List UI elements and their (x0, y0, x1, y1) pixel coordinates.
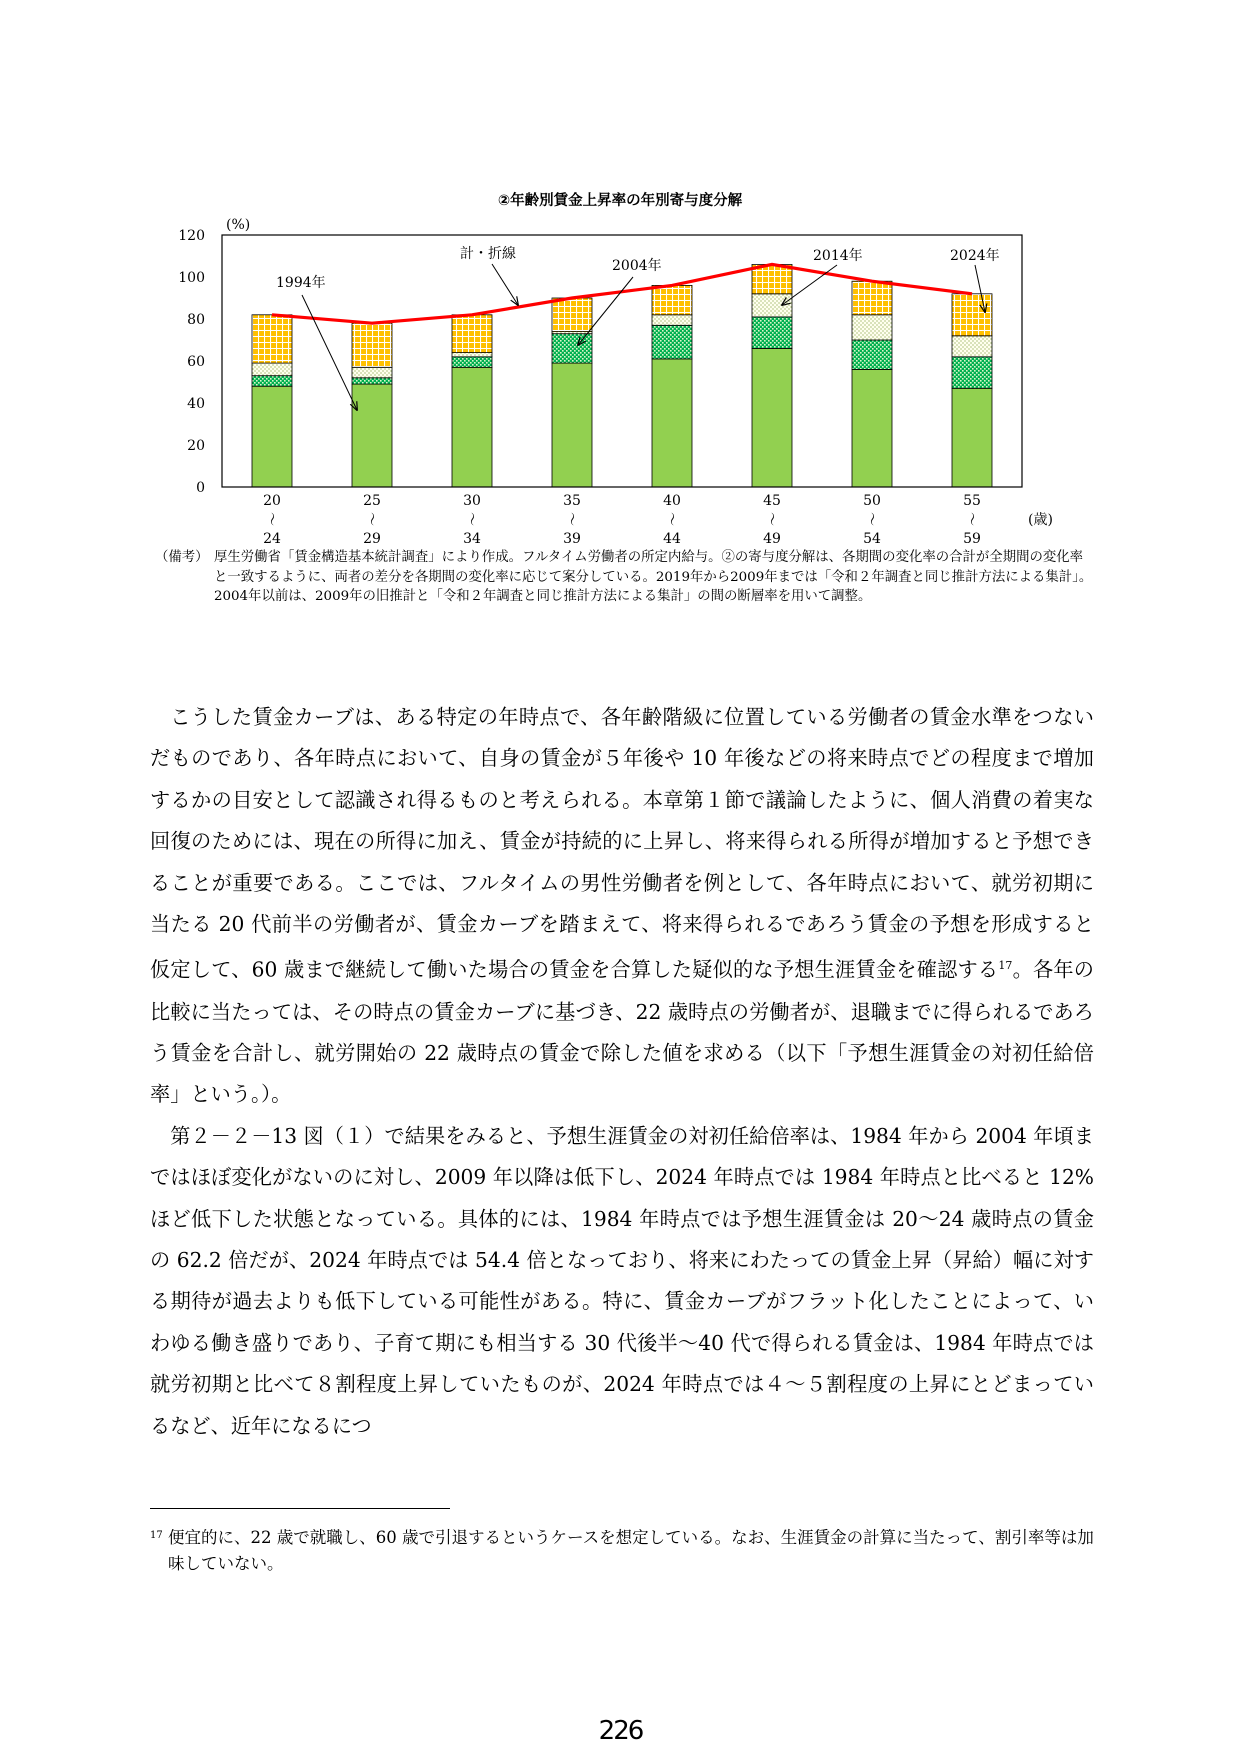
paragraph-2: 第２－２－13 図（１）で結果をみると、予想生涯賃金の対初任給倍率は、1984 年から 2004 年頃まではほぼ変化がないのに対し、2009 年以降は低下し、2024 年時点では 1984 年時点と比べると 12%ほど低下した状態となっている。具体的には、1984 年時点では予想生涯賃金は 20〜24 歳時点の賃金の 62.2 倍だが、2024 年時点では 54.4 倍となっており、将来にわたっての賃金上昇（昇給）幅に対する期待が過去よりも低下している可能性がある。特に、賃金カーブがフラット化したことによって、いわゆる働き盛りであり、子育て期にも相当する 30 代後半〜40 代で得られる賃金は、1984 年時点では就労初期と比べて８割程度上昇していたものが、2024 年時点では４～５割程度の上昇にとどまっているなど、近年になるにつ (150, 1123, 1094, 1438)
bar-segment-1994-20 (252, 386, 292, 487)
footnote-number: 17 (150, 1530, 163, 1541)
bar-segment-1994-25 (352, 384, 392, 487)
x-label-from-40: 40 (663, 493, 681, 509)
bar-segment-2004-20 (252, 376, 292, 387)
wage-contribution-chart (0, 0, 1241, 545)
x-label-from-30: 30 (463, 493, 481, 509)
annotation-2024: 2024年 (950, 248, 1000, 264)
x-label-wave-25: 〜 (363, 512, 379, 526)
x-label-from-35: 35 (563, 493, 581, 509)
x-label-to-40: 44 (663, 531, 681, 545)
y-unit-label: (%) (226, 217, 251, 233)
y-tick-60: 60 (187, 354, 205, 370)
page-number: 226 (598, 1716, 643, 1746)
bar-segment-2004-35 (552, 334, 592, 363)
footnote-text: 便宜的に、22 歳で就職し、60 歳で引退するというケースを想定している。なお、生涯賃金の計算に当たって、割引率等は加味していない。 (168, 1528, 1094, 1573)
bar-segment-2004-25 (352, 378, 392, 384)
y-tick-0: 0 (196, 480, 205, 496)
y-tick-80: 80 (187, 312, 205, 328)
bar-segment-2024-20 (252, 315, 292, 363)
y-tick-100: 100 (178, 270, 205, 286)
bar-segment-2024-35 (552, 298, 592, 332)
x-label-from-20: 20 (263, 493, 281, 509)
x-label-to-20: 24 (263, 531, 281, 545)
x-label-to-35: 39 (563, 531, 581, 545)
bar-segment-1994-40 (652, 359, 692, 487)
x-unit-label: (歳) (1028, 512, 1053, 528)
bar-segment-2014-45 (752, 294, 792, 317)
x-label-to-55: 59 (963, 531, 981, 545)
bar-segment-1994-30 (452, 367, 492, 487)
paragraph-1-a: こうした賃金カーブは、ある特定の年時点で、各年齢階級に位置している労働者の賃金水準をつないだものであり、各年時点において、自身の賃金が５年後や 10 年後などの将来時点でどの程度まで増加するかの目安として認識され得るものと考えられる。本章第１節で議論したように、個人消費の着実な回復のためには、現在の所得に加え、賃金が持続的に上昇し、将来得られる所得が増加すると予想できることが重要である。ここでは、フルタイムの男性労働者を例として、各年時点において、就労初期に当たる 20 代前半の労働者が、賃金カーブを踏まえて、将来得られるであろう賃金の予想を形成すると仮定して、60 歳まで継続して働いた場合の賃金を合算した疑似的な予想生涯賃金を確認する (150, 705, 1094, 983)
x-axis-labels (263, 493, 981, 545)
bar-segment-1994-55 (952, 388, 992, 487)
annotation-2014: 2014年 (813, 248, 863, 264)
x-label-wave-20: 〜 (263, 512, 279, 526)
bar-segment-2014-25 (352, 367, 392, 378)
x-label-wave-30: 〜 (463, 512, 479, 526)
annotation-2004: 2004年 (612, 258, 662, 274)
paragraph-1 (150, 697, 1094, 1116)
x-label-from-50: 50 (863, 493, 881, 509)
y-tick-40: 40 (187, 396, 205, 412)
bar-segment-2024-25 (352, 323, 392, 367)
bar-segment-2004-45 (752, 317, 792, 349)
x-label-to-50: 54 (863, 531, 881, 545)
y-tick-120: 120 (178, 228, 205, 244)
x-label-wave-50: 〜 (863, 512, 879, 526)
footnote-ref: 17 (998, 959, 1013, 973)
x-label-from-45: 45 (763, 493, 781, 509)
x-label-wave-35: 〜 (563, 512, 579, 526)
x-label-wave-55: 〜 (963, 512, 979, 526)
body-text (150, 697, 1094, 1447)
y-axis-ticks (178, 228, 205, 496)
bar-segment-2014-55 (952, 336, 992, 357)
chart-title: ②年齢別賃金上昇率の年別寄与度分解 (497, 193, 743, 209)
chart-notes (155, 548, 1095, 607)
bar-segment-2024-55 (952, 294, 992, 336)
bar-segment-2014-30 (452, 353, 492, 357)
bar-segment-2004-55 (952, 357, 992, 389)
paragraph-1-b: 。各年の比較に当たっては、その時点の賃金カーブに基づき、22 歳時点の労働者が、退職までに得られるであろう賃金を合計し、就労開始の 22 歳時点の賃金で除した値を求める（以下「予想生涯賃金の対初任給倍率」という。）。 (150, 958, 1094, 1107)
annotation-1994: 1994年 (276, 275, 326, 291)
bar-segment-2004-30 (452, 357, 492, 368)
x-label-from-25: 25 (363, 493, 381, 509)
x-label-from-55: 55 (963, 493, 981, 509)
x-label-to-25: 29 (363, 531, 381, 545)
bar-segment-2014-40 (652, 315, 692, 326)
bar-stacks (252, 264, 992, 487)
bar-segment-2004-50 (852, 340, 892, 369)
arrow-line-label (492, 264, 518, 305)
annotation-line-label: 計・折線 (460, 246, 516, 262)
bar-segment-1994-45 (752, 348, 792, 487)
bar-segment-1994-50 (852, 369, 892, 487)
notes-label: （備考） (155, 550, 209, 565)
bar-segment-2024-40 (652, 285, 692, 314)
bar-segment-2024-50 (852, 281, 892, 315)
bar-segment-2014-50 (852, 315, 892, 340)
bar-segment-2024-30 (452, 315, 492, 353)
notes-text: 厚生労働省「賃金構造基本統計調査」により作成。フルタイム労働者の所定内給与。②の寄与度分解は、各期間の変化率の合計が全期間の変化率と一致するように、両者の差分を各期間の変化率に応じて案分している。2019年から2009年までは「令和２年調査と同じ推計方法による集計」。2004年以前は、2009年の旧推計と「令和２年調査と同じ推計方法による集計」の間の断層率を用いて調整。 (214, 550, 1093, 604)
bar-segment-2004-40 (652, 325, 692, 359)
bar-segment-1994-35 (552, 363, 592, 487)
footnote-rule (150, 1508, 450, 1509)
arrow-1994 (302, 295, 357, 410)
x-label-to-45: 49 (763, 531, 781, 545)
y-tick-20: 20 (187, 438, 205, 454)
bar-segment-2014-20 (252, 363, 292, 376)
x-label-wave-40: 〜 (663, 512, 679, 526)
footnote (150, 1525, 1094, 1577)
x-label-wave-45: 〜 (763, 512, 779, 526)
x-label-to-30: 34 (463, 531, 481, 545)
